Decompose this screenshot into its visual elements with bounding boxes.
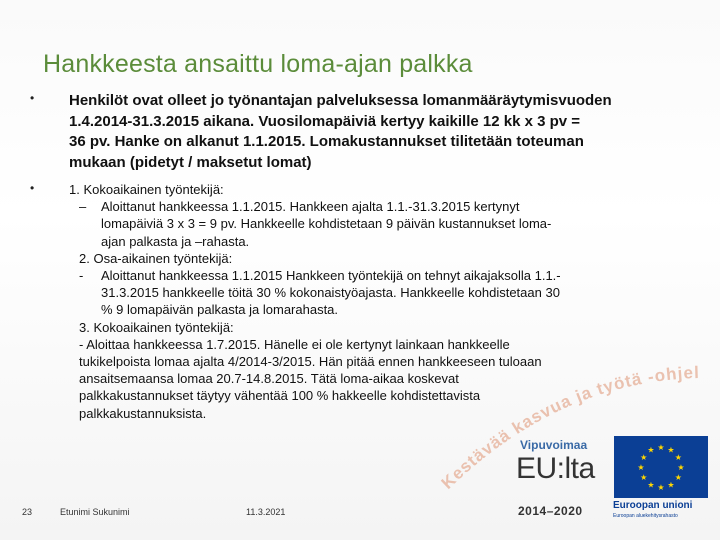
case-1-line: [69, 198, 678, 215]
case-3-line: - Aloittaa hankkeessa 1.7.2015. Hänelle ei ole kertynyt lainkaan hankkeelle: [79, 336, 510, 352]
bullet-2-text: [69, 181, 678, 422]
svg-text:★: ★: [647, 445, 655, 455]
dash-marker: -: [79, 268, 84, 284]
case-3-header: 3. Kokoaikainen työntekijä:: [79, 319, 234, 335]
case-2-line: [69, 267, 678, 284]
slide-title: Hankkeesta ansaittu loma-ajan palkka: [43, 50, 473, 78]
vipuvoimaa-eu: EU:lta: [516, 452, 595, 485]
case-2-line: 31.3.2015 hankkeelle töitä 30 % kokonaistyöajasta. Hankkeelle kohdistetaan 30: [101, 285, 560, 301]
bullet-1-line: 36 pv. Hanke on alkanut 1.1.2015. Lomakustannukset tilitetään toteuman: [69, 133, 584, 150]
vipuvoimaa-logo: [510, 436, 610, 526]
case-3-line: palkkakustannukset täytyy vähentää 100 % hakkeelle kohdistettavista: [79, 388, 481, 404]
svg-text:★: ★: [637, 463, 645, 472]
bullet-1-text: [69, 91, 678, 173]
svg-text:★: ★: [640, 473, 648, 482]
case-2-header: 2. Osa-aikainen työntekijä:: [79, 250, 233, 266]
bullet-2: [28, 181, 678, 422]
eu-flag-icon: [614, 436, 708, 498]
svg-text:★: ★: [657, 443, 665, 452]
svg-text:★: ★: [674, 473, 682, 482]
bullet-1-line: mukaan (pidetyt / maksetut lomat): [69, 153, 312, 171]
vipuvoimaa-years: 2014–2020: [518, 504, 583, 518]
svg-text:★: ★: [667, 480, 675, 490]
case-3-line: ansaitsemaansa lomaa 20.7-14.8.2015. Tätä loma-aikaa koskevat: [79, 371, 459, 387]
bullet-dot-icon: •: [30, 181, 35, 195]
page-number: 23: [22, 507, 33, 517]
vipuvoimaa-title: Vipuvoimaa: [520, 438, 588, 452]
bullet-1: [28, 91, 678, 173]
bullet-1-line: 1.4.2014-31.3.2015 aikana. Vuosilomapäiviä kertyy kaikille 12 kk x 3 pv =: [69, 112, 581, 130]
eu-sublabel: Euroopan aluekehitysrahasto: [613, 513, 678, 519]
svg-text:★: ★: [667, 445, 675, 455]
case-1-text: Aloittanut hankkeessa 1.1.2015. Hankkeen ajalta 1.1.-31.3.2015 kertynyt: [101, 199, 520, 215]
svg-text:★: ★: [657, 483, 665, 492]
footer-date: 11.3.2021: [246, 507, 286, 517]
footer-author: Etunimi Sukunimi: [60, 507, 130, 517]
case-2-line: % 9 lomapäivän palkasta ja lomarahasta.: [101, 302, 339, 318]
case-2-text: Aloittanut hankkeessa 1.1.2015 Hankkeen työntekijä on tehnyt aikajaksolla 1.1.-: [101, 268, 561, 284]
eu-label: Euroopan unioni: [613, 500, 693, 511]
svg-text:★: ★: [674, 453, 682, 462]
svg-text:★: ★: [647, 480, 655, 490]
bullet-1-line: Henkilöt ovat olleet jo työnantajan palveluksessa lomanmääräytymisvuoden: [69, 92, 612, 109]
case-3-line: tukikelpoista lomaa ajalta 4/2014-3/2015. Hän pitää ennen hankkeeseen tuloaan: [79, 354, 542, 370]
case-1-header: 1. Kokoaikainen työntekijä:: [69, 182, 224, 197]
case-3-line: palkkakustannuksista.: [79, 405, 207, 421]
eu-stars-icon: [614, 436, 708, 498]
case-1-line: ajan palkasta ja –rahasta.: [101, 233, 250, 249]
dash-marker: –: [79, 199, 87, 215]
watermark-text: estävää kasvua ja työtä -ohjel: [447, 363, 701, 484]
case-1-line: lomapäiviä 3 x 3 = 9 pv. Hankkeelle kohdistetaan 9 päivän kustannukset loma-: [101, 216, 552, 232]
svg-text:★: ★: [640, 453, 648, 462]
svg-text:★: ★: [677, 463, 685, 472]
bullet-dot-icon: •: [30, 91, 35, 105]
